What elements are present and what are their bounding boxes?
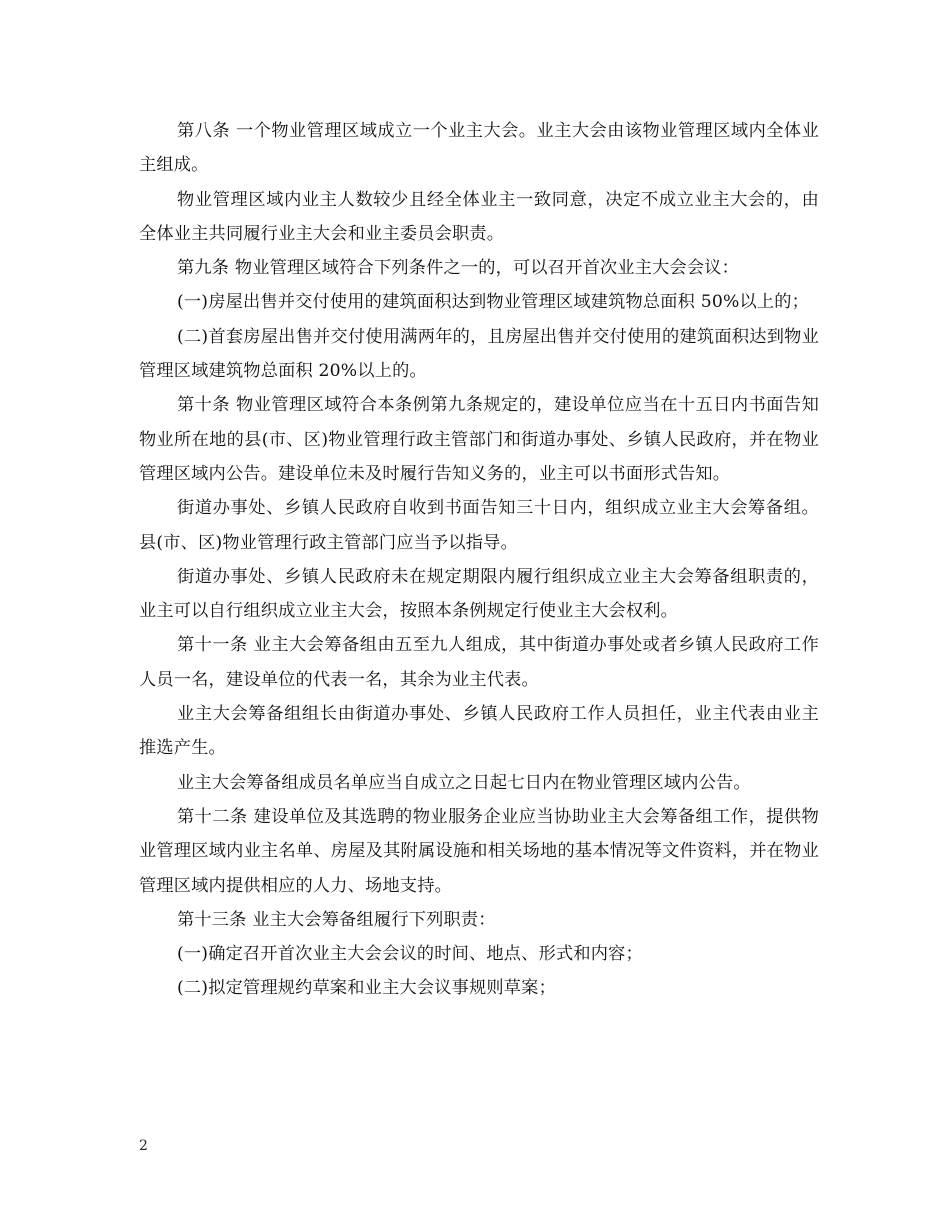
paragraph-article-11-clause-2: 业主大会筹备组组长由街道办事处、乡镇人民政府工作人员担任，业主代表由业主推选产生。 xyxy=(139,704,819,759)
paragraph-article-9-item-1: (一)房屋出售并交付使用的建筑面积达到物业管理区域建筑物总面积 50%以上的； xyxy=(177,292,810,313)
paragraph-article-10: 第十条 物业管理区域符合本条例第九条规定的，建设单位应当在十五日内书面告知物业所在地的县(市、区)物业管理行政主管部门和街道办事处、乡镇人民政府，并在物业管理区域内公告。建设单位未及时履行告知义务的，业主可以书面形式告知。 xyxy=(139,395,819,484)
paragraph-article-13: 第十三条 业主大会筹备组履行下列职责： xyxy=(177,909,496,930)
paragraph-article-13-item-1: (一)确定召开首次业主大会会议的时间、地点、形式和内容； xyxy=(177,944,643,965)
paragraph-article-12: 第十二条 建设单位及其选聘的物业服务企业应当协助业主大会筹备组工作，提供物业管理区域内业主名单、房屋及其附属设施和相关场地的基本情况等文件资料，并在物业管理区域内提供相应的人力、场地支持。 xyxy=(139,806,819,896)
paragraph-article-11-clause-3: 业主大会筹备组成员名单应当自成立之日起七日内在物业管理区域内公告。 xyxy=(177,772,751,793)
document-body xyxy=(139,114,819,1006)
paragraph-article-8: 第八条 一个物业管理区域成立一个业主大会。业主大会由该物业管理区域内全体业主组成。 xyxy=(139,121,819,176)
paragraph-article-8-clause-2: 物业管理区域内业主人数较少且经全体业主一致同意，决定不成立业主大会的，由全体业主共同履行业主大会和业主委员会职责。 xyxy=(139,189,819,244)
paragraph-article-9: 第九条 物业管理区域符合下列条件之一的，可以召开首次业主大会会议： xyxy=(177,258,740,279)
paragraph-article-13-item-2: (二)拟定管理规约草案和业主大会议事规则草案； xyxy=(177,978,556,999)
paragraph-article-9-item-2: (二)首套房屋出售并交付使用满两年的，且房屋出售并交付使用的建筑面积达到物业管理区域建筑物总面积 20%以上的。 xyxy=(139,326,819,382)
paragraph-article-10-clause-3: 街道办事处、乡镇人民政府未在规定期限内履行组织成立业主大会筹备组职责的，业主可以自行组织成立业主大会，按照本条例规定行使业主大会权利。 xyxy=(139,566,819,622)
paragraph-article-10-clause-2: 街道办事处、乡镇人民政府自收到书面告知三十日内，组织成立业主大会筹备组。县(市、区)物业管理行政主管部门应当予以指导。 xyxy=(139,498,819,553)
paragraph-article-11: 第十一条 业主大会筹备组由五至九人组成，其中街道办事处或者乡镇人民政府工作人员一名，建设单位的代表一名，其余为业主代表。 xyxy=(139,635,819,690)
page-number: 2 xyxy=(139,1138,148,1154)
